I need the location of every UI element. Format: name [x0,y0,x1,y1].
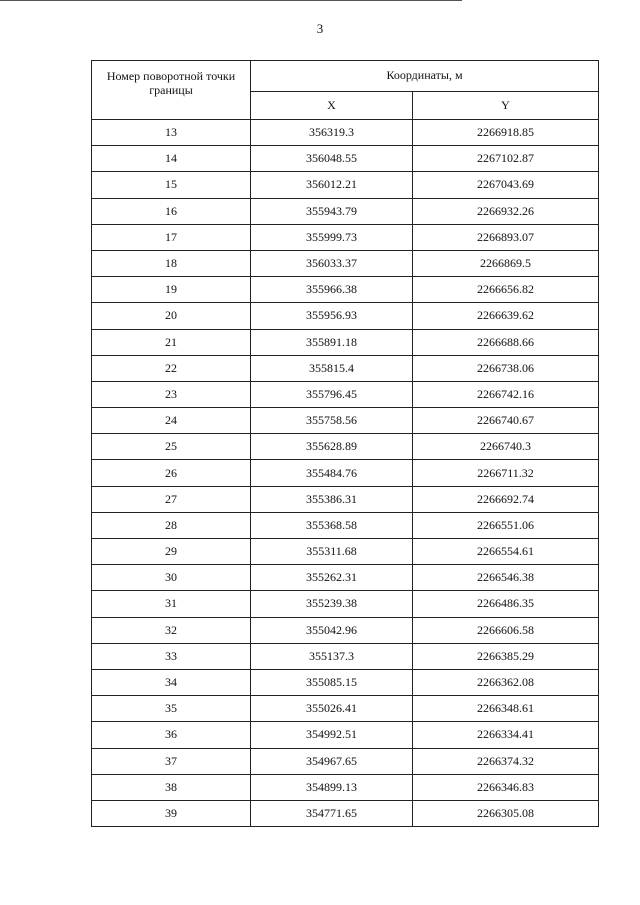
cell-x: 355311.68 [251,539,413,565]
table-row [92,172,599,198]
table-row [92,381,599,407]
header-coordinates: Координаты, м [251,61,599,92]
table-row [92,120,599,146]
cell-y: 2266688.66 [413,329,599,355]
cell-point-number: 31 [92,591,251,617]
table-row [92,591,599,617]
cell-x: 355262.31 [251,565,413,591]
cell-y: 2266893.07 [413,224,599,250]
table-row [92,722,599,748]
cell-y: 2266711.32 [413,460,599,486]
cell-x: 355796.45 [251,381,413,407]
cell-x: 355484.76 [251,460,413,486]
cell-point-number: 23 [92,381,251,407]
cell-x: 354771.65 [251,800,413,826]
cell-point-number: 25 [92,434,251,460]
cell-x: 355137.3 [251,643,413,669]
cell-y: 2266334.41 [413,722,599,748]
coordinates-table [91,60,599,827]
cell-y: 2266305.08 [413,800,599,826]
cell-y: 2266362.08 [413,669,599,695]
table-row [92,434,599,460]
cell-y: 2266932.26 [413,198,599,224]
cell-x: 355815.4 [251,355,413,381]
cell-y: 2266740.67 [413,408,599,434]
cell-x: 354967.65 [251,748,413,774]
cell-y: 2266918.85 [413,120,599,146]
cell-point-number: 17 [92,224,251,250]
cell-y: 2266374.32 [413,748,599,774]
cell-point-number: 20 [92,303,251,329]
cell-x: 355239.38 [251,591,413,617]
cell-point-number: 15 [92,172,251,198]
top-rule [0,0,462,1]
cell-x: 355026.41 [251,696,413,722]
cell-point-number: 36 [92,722,251,748]
cell-point-number: 34 [92,669,251,695]
cell-point-number: 13 [92,120,251,146]
cell-y: 2266348.61 [413,696,599,722]
cell-y: 2266346.83 [413,774,599,800]
cell-point-number: 27 [92,486,251,512]
table-row [92,565,599,591]
cell-y: 2266656.82 [413,277,599,303]
cell-x: 356048.55 [251,146,413,172]
cell-point-number: 37 [92,748,251,774]
cell-point-number: 30 [92,565,251,591]
cell-y: 2266385.29 [413,643,599,669]
table-row [92,539,599,565]
cell-y: 2266606.58 [413,617,599,643]
cell-y: 2266869.5 [413,250,599,276]
cell-x: 355628.89 [251,434,413,460]
table-row [92,800,599,826]
cell-x: 355386.31 [251,486,413,512]
table-row [92,748,599,774]
cell-y: 2266692.74 [413,486,599,512]
cell-point-number: 33 [92,643,251,669]
cell-point-number: 28 [92,512,251,538]
table-row [92,486,599,512]
table-body [92,120,599,827]
cell-y: 2266742.16 [413,381,599,407]
table-row [92,146,599,172]
table-row [92,329,599,355]
table-row [92,250,599,276]
header-point-number: Номер поворотной точки границы [92,61,251,120]
table-row [92,774,599,800]
cell-point-number: 14 [92,146,251,172]
cell-point-number: 29 [92,539,251,565]
cell-y: 2267102.87 [413,146,599,172]
cell-x: 355999.73 [251,224,413,250]
table-row [92,617,599,643]
table-row [92,303,599,329]
table-row [92,643,599,669]
cell-y: 2266554.61 [413,539,599,565]
cell-point-number: 16 [92,198,251,224]
cell-x: 354899.13 [251,774,413,800]
cell-y: 2267043.69 [413,172,599,198]
table-row [92,224,599,250]
cell-x: 355368.58 [251,512,413,538]
cell-point-number: 18 [92,250,251,276]
cell-y: 2266551.06 [413,512,599,538]
cell-y: 2266546.38 [413,565,599,591]
table-row [92,512,599,538]
cell-y: 2266740.3 [413,434,599,460]
table-row [92,198,599,224]
cell-point-number: 32 [92,617,251,643]
table-row [92,669,599,695]
table-row [92,460,599,486]
cell-x: 355085.15 [251,669,413,695]
cell-point-number: 19 [92,277,251,303]
cell-x: 356012.21 [251,172,413,198]
cell-point-number: 21 [92,329,251,355]
cell-y: 2266486.35 [413,591,599,617]
cell-x: 355891.18 [251,329,413,355]
cell-x: 354992.51 [251,722,413,748]
page-number: 3 [316,21,324,36]
table-row [92,277,599,303]
table-row [92,355,599,381]
cell-point-number: 39 [92,800,251,826]
table-row [92,696,599,722]
cell-point-number: 38 [92,774,251,800]
cell-point-number: 24 [92,408,251,434]
cell-x: 355758.56 [251,408,413,434]
cell-y: 2266738.06 [413,355,599,381]
cell-point-number: 22 [92,355,251,381]
cell-point-number: 26 [92,460,251,486]
cell-y: 2266639.62 [413,303,599,329]
header-x: X [251,91,413,119]
cell-x: 355956.93 [251,303,413,329]
header-y: Y [413,91,599,119]
header-row-1 [92,61,599,92]
cell-x: 355943.79 [251,198,413,224]
cell-x: 355966.38 [251,277,413,303]
cell-x: 356033.37 [251,250,413,276]
table-row [92,408,599,434]
cell-x: 356319.3 [251,120,413,146]
cell-x: 355042.96 [251,617,413,643]
cell-point-number: 35 [92,696,251,722]
